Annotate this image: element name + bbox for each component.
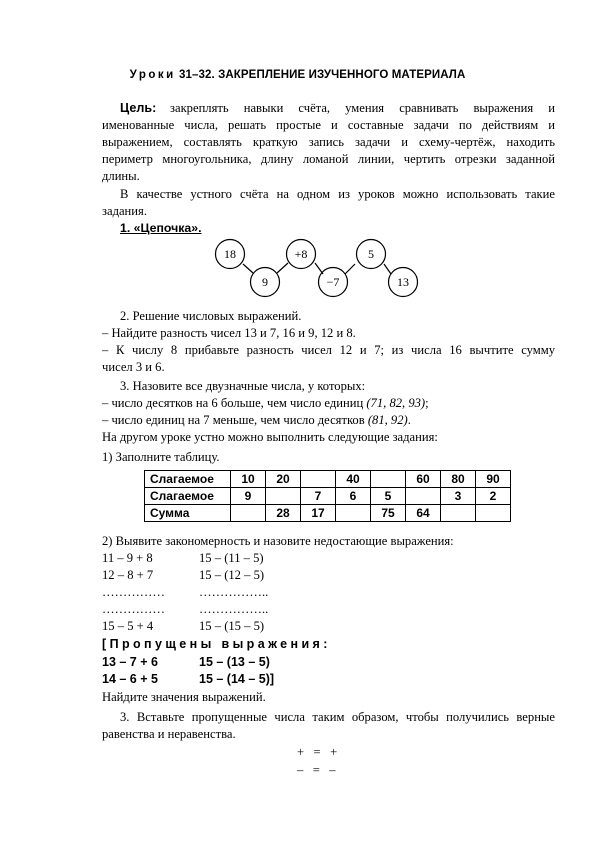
title-spaced-word: Уроки xyxy=(129,69,176,81)
table-cell: 90 xyxy=(476,471,511,488)
table-row xyxy=(145,471,511,488)
missing-expression-right: 15 – (14 – 5)] xyxy=(199,672,275,686)
missing-label: [Пропущены выражения: xyxy=(102,637,331,651)
table-cell xyxy=(301,471,336,488)
equation-template: – = – xyxy=(297,763,336,777)
table-cell: 40 xyxy=(336,471,371,488)
find-values-text: Найдите значения выражений. xyxy=(102,690,266,704)
task3-item-text: – число десятков на 6 больше, чем число единиц xyxy=(102,396,367,410)
table-cell: 10 xyxy=(231,471,266,488)
goal-text-line: закреплять навыки счёта, умения сравнивать выражения и xyxy=(170,101,555,115)
table-cell: 6 xyxy=(336,488,371,505)
goal-text-line: периметр многоугольника, длину ломаной линии, чертить отрезки заданной xyxy=(102,152,555,166)
task3-punct: . xyxy=(407,413,411,427)
task3-punct: ; xyxy=(425,396,429,410)
table-cell xyxy=(476,505,511,522)
chain-heading: 1. «Цепочка». xyxy=(120,221,202,235)
table-row-label: Сумма xyxy=(145,505,231,522)
task2-heading: 2. Решение числовых выражений. xyxy=(120,309,302,323)
missing-expression-right: 15 – (13 – 5) xyxy=(199,655,270,669)
fill-table xyxy=(144,470,511,522)
table-cell: 3 xyxy=(441,488,476,505)
table-cell xyxy=(371,471,406,488)
expression-right: …………….. xyxy=(199,585,269,599)
expression-right: …………….. xyxy=(199,602,269,616)
table-cell xyxy=(406,488,441,505)
goal-text-line: именованные числа, решать простые и составные задачи по действиям и xyxy=(102,118,555,132)
task3b-line: 3. Вставьте пропущенные числа таким образом, чтобы получились верные xyxy=(120,710,555,724)
table-cell: 64 xyxy=(406,505,441,522)
task3-answer: (71, 82, 93) xyxy=(366,396,426,410)
chain-node-value: 5 xyxy=(368,247,374,261)
table-cell: 60 xyxy=(406,471,441,488)
oral-line: В качестве устного счёта на одном из уроков можно использовать такие xyxy=(120,187,555,201)
expression-left: 15 – 5 + 4 xyxy=(102,619,154,633)
table-cell: 75 xyxy=(371,505,406,522)
expression-right: 15 – (15 – 5) xyxy=(199,619,265,633)
table-cell: 28 xyxy=(266,505,301,522)
goal-label: Цель: xyxy=(120,101,157,115)
task2-item: – К числу 8 прибавьте разность чисел 12 и 7; из числа 16 вычтите сумму xyxy=(102,343,555,357)
table-cell xyxy=(231,505,266,522)
table-row xyxy=(145,505,511,522)
lesson-title xyxy=(0,69,595,81)
chain-node-value: 9 xyxy=(262,275,268,289)
chain-node-value: 18 xyxy=(224,247,236,261)
goal-text-line: выражением, составлять краткую запись задачи и схему-чертёж, находить xyxy=(102,135,555,149)
task3b-line: равенства и неравенства. xyxy=(102,727,236,741)
table-cell: 80 xyxy=(441,471,476,488)
expression-right: 15 – (11 – 5) xyxy=(199,551,264,565)
task3-item xyxy=(102,395,429,412)
equation-template: + = + xyxy=(297,745,338,759)
chain-node-value: +8 xyxy=(294,247,308,261)
task2-item: чисел 3 и 6. xyxy=(102,360,165,374)
expression-left: 12 – 8 + 7 xyxy=(102,568,154,582)
task3-answer: (81, 92) xyxy=(367,413,408,427)
expression-left: 11 – 9 + 8 xyxy=(102,551,153,565)
task3-item-text: – число единиц на 7 меньше, чем число десятков xyxy=(102,413,368,427)
table-row-label: Слагаемое xyxy=(145,488,231,505)
goal-first-line xyxy=(120,100,555,117)
other-lesson-text: На другом уроке устно можно выполнить следующие задания: xyxy=(102,430,438,444)
task2-item: – Найдите разность чисел 13 и 7, 16 и 9, 12 и 8. xyxy=(102,326,356,340)
chain-node-value: 13 xyxy=(397,275,409,289)
oral-line: задания. xyxy=(102,204,147,218)
task3-heading: 3. Назовите все двузначные числа, у которых: xyxy=(120,379,366,393)
expression-left: …………… xyxy=(102,585,165,599)
task3-item xyxy=(102,412,411,429)
missing-expression-left: 13 – 7 + 6 xyxy=(102,655,158,669)
title-text: 31–32. ЗАКРЕПЛЕНИЕ ИЗУЧЕННОГО МАТЕРИАЛА xyxy=(179,69,466,81)
table-cell xyxy=(336,505,371,522)
table-cell xyxy=(266,488,301,505)
pattern-task-heading: 2) Выявите закономерность и назовите недостающие выражения: xyxy=(102,534,454,548)
table-cell: 7 xyxy=(301,488,336,505)
table-cell: 17 xyxy=(301,505,336,522)
table-cell xyxy=(441,505,476,522)
table-cell: 9 xyxy=(231,488,266,505)
table-cell: 20 xyxy=(266,471,301,488)
chain-diagram xyxy=(205,236,425,304)
table-cell: 2 xyxy=(476,488,511,505)
expression-left: …………… xyxy=(102,602,165,616)
table-row xyxy=(145,488,511,505)
chain-node-value: −7 xyxy=(326,275,340,289)
table-row-label: Слагаемое xyxy=(145,471,231,488)
table-task-heading: 1) Заполните таблицу. xyxy=(102,450,220,464)
missing-expression-left: 14 – 6 + 5 xyxy=(102,672,158,686)
table-cell: 5 xyxy=(371,488,406,505)
goal-text-line: длины. xyxy=(102,169,140,183)
expression-right: 15 – (12 – 5) xyxy=(199,568,265,582)
